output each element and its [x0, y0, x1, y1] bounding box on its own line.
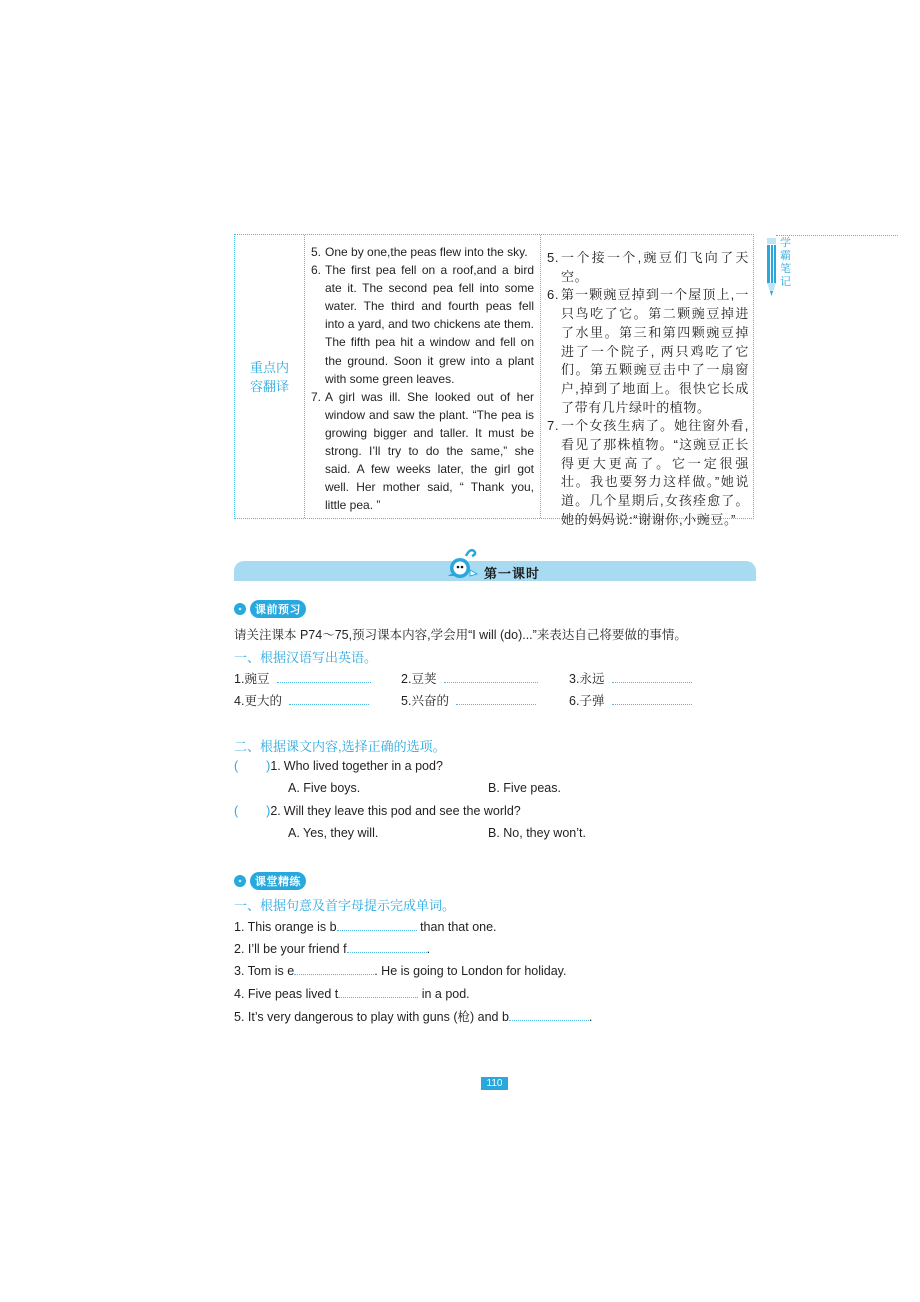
vocab-item-2	[401, 669, 538, 687]
fill-item-3	[234, 962, 566, 978]
answer-slot[interactable]	[238, 804, 266, 818]
answer-blank[interactable]	[277, 670, 371, 683]
answer-blank[interactable]	[338, 985, 418, 998]
answer-blank[interactable]	[456, 692, 536, 705]
paragraph-number: 5.	[547, 250, 560, 265]
item-word: 豆荚	[411, 672, 437, 686]
paragraph-number: 5.	[311, 245, 322, 259]
question-text: Will they leave this pod and see the world?	[283, 804, 521, 818]
answer-slot[interactable]	[238, 759, 266, 773]
table-label-line-1: 重点内	[249, 359, 289, 375]
practice-section-header	[234, 872, 306, 890]
answer-blank[interactable]	[444, 670, 538, 683]
sentence-end: than that one.	[416, 920, 497, 934]
paragraph-text: The first pea fell on a roof,and a bird ate it. The second pea fell into some water. The third and fourth peas fell into a yard, and two chickens ate them. The fifth pea hit a window and fell on the ground. Soon it grew into a plant with some green leaves.	[325, 263, 534, 386]
page-number: 110	[481, 1077, 508, 1090]
option-a: A. Yes, they will.	[288, 826, 379, 840]
paragraph-number: 7.	[547, 418, 560, 434]
item-word: 豌豆	[244, 672, 270, 686]
question-text: Who lived together in a pod?	[283, 759, 443, 773]
paragraph-text: 一个接一个,豌豆们飞向了天空。	[561, 250, 749, 284]
pencil-icon	[767, 238, 776, 296]
sentence-end: .	[426, 942, 431, 956]
table-label-cell	[235, 235, 305, 518]
question-number: 2.	[270, 804, 281, 818]
paragraph-number: 6.	[311, 263, 322, 278]
part1-heading: 一、根据汉语写出英语。	[234, 650, 378, 665]
answer-blank[interactable]	[612, 692, 692, 705]
answer-blank[interactable]	[347, 940, 427, 953]
paragraph-number: 6.	[547, 287, 560, 303]
side-note-divider	[776, 235, 898, 236]
paragraph-number: 7.	[311, 389, 322, 404]
item-word: 永远	[579, 672, 605, 686]
vocab-item-6	[569, 691, 692, 709]
option-b: B. No, they won’t.	[488, 826, 586, 840]
vocab-item-1	[234, 669, 371, 687]
paragraph-text: 第一颗豌豆掉到一个屋顶上,一只鸟吃了它。第二颗豌豆掉进了水里。第三和第四颗豌豆掉进了一个院子, 两只鸡吃了它们。第五颗豌豆击中了一扇窗户,掉到了地面上。很快它长成了带有几片绿叶的植物。	[561, 287, 749, 415]
item-number: 1.	[234, 672, 245, 686]
sentence-end: in a pod.	[418, 987, 470, 1001]
preview-badge: 课前预习	[250, 600, 306, 618]
paragraph-text: One by one,the peas flew into the sky.	[325, 245, 528, 259]
practice-part1-heading: 一、根据句意及首字母提示完成单词。	[234, 898, 456, 913]
sentence-start: 5. It’s very dangerous to play with guns (枪) and b	[234, 1010, 509, 1024]
side-note-char: 记	[780, 276, 791, 288]
answer-paren-open: (	[234, 759, 239, 773]
item-number: 3.	[569, 672, 580, 686]
answer-paren-open: (	[234, 804, 239, 818]
option-b: B. Five peas.	[488, 781, 561, 795]
answer-blank[interactable]	[289, 692, 369, 705]
side-note-char: 霸	[780, 250, 791, 262]
item-word: 子弹	[579, 694, 605, 708]
chinese-paragraph-7	[547, 417, 749, 529]
lesson-title: 第一课时	[484, 566, 541, 581]
answer-paren-close: )	[266, 804, 271, 818]
vocab-item-4	[234, 691, 369, 709]
english-paragraph-7	[311, 388, 534, 515]
table-label-line-2: 容翻译	[249, 378, 289, 394]
question-number: 1.	[270, 759, 281, 773]
answer-blank[interactable]	[337, 918, 417, 931]
vocab-item-3	[569, 669, 692, 687]
vocab-item-5	[401, 691, 536, 709]
table-label	[248, 358, 292, 396]
sentence-end: .	[588, 1010, 593, 1024]
english-paragraph-5	[311, 243, 534, 261]
bullet-dot-icon	[234, 603, 246, 615]
fill-item-4	[234, 985, 470, 1001]
chinese-paragraph-6	[547, 286, 749, 417]
sentence-start: 1. This orange is b	[234, 920, 337, 934]
fill-item-1	[234, 918, 497, 934]
sentence-start: 3. Tom is e	[234, 964, 295, 978]
side-note-label	[780, 237, 792, 289]
bullet-dot-icon	[234, 875, 246, 887]
item-number: 4.	[234, 694, 245, 708]
chinese-text-cell	[541, 235, 755, 527]
answer-blank[interactable]	[294, 962, 374, 975]
answer-blank[interactable]	[612, 670, 692, 683]
sentence-start: 4. Five peas lived t	[234, 987, 339, 1001]
mascot-icon	[444, 546, 480, 582]
fill-item-2	[234, 940, 430, 956]
item-number: 5.	[401, 694, 412, 708]
item-word: 更大的	[244, 694, 282, 708]
fill-item-5	[234, 1007, 592, 1025]
choice-question-2	[234, 804, 521, 818]
paragraph-text: A girl was ill. She looked out of her window and saw the plant. “The pea is growing bigger and taller. It must be strong. I’ll try to do the same,” she said. A few weeks later, the girl got well. Her mother said, “ Thank you, little pea. ”	[325, 389, 534, 513]
answer-paren-close: )	[266, 759, 271, 773]
english-paragraph-6	[311, 261, 534, 388]
translation-table	[234, 234, 754, 527]
answer-blank[interactable]	[509, 1008, 589, 1021]
option-a: A. Five boys.	[288, 781, 361, 795]
item-number: 6.	[569, 694, 580, 708]
choice-question-1	[234, 759, 443, 773]
side-note-char: 学	[780, 237, 791, 249]
sentence-end: . He is going to London for holiday.	[374, 964, 567, 978]
english-text-cell	[305, 235, 541, 518]
chinese-paragraph-5	[547, 249, 749, 286]
sentence-start: 2. I’ll be your friend f	[234, 942, 347, 956]
item-number: 2.	[401, 672, 412, 686]
preview-section-header	[234, 600, 306, 618]
paragraph-text: 一个女孩生病了。她往窗外看,看见了那株植物。“这豌豆正长得更大更高了。它一定很强壮。我也要努力这样做。”她说道。几个星期后,女孩痊愈了。她的妈妈说:“谢谢你,小豌豆。”	[561, 418, 749, 527]
preview-intro: 请关注课本 P74～75,预习课本内容,学会用“I will (do)...”来表达自己将要做的事情。	[234, 628, 687, 642]
item-word: 兴奋的	[411, 694, 449, 708]
part2-heading: 二、根据课文内容,选择正确的选项。	[234, 739, 446, 754]
practice-badge: 课堂精练	[250, 872, 306, 890]
side-note-char: 笔	[780, 263, 791, 275]
